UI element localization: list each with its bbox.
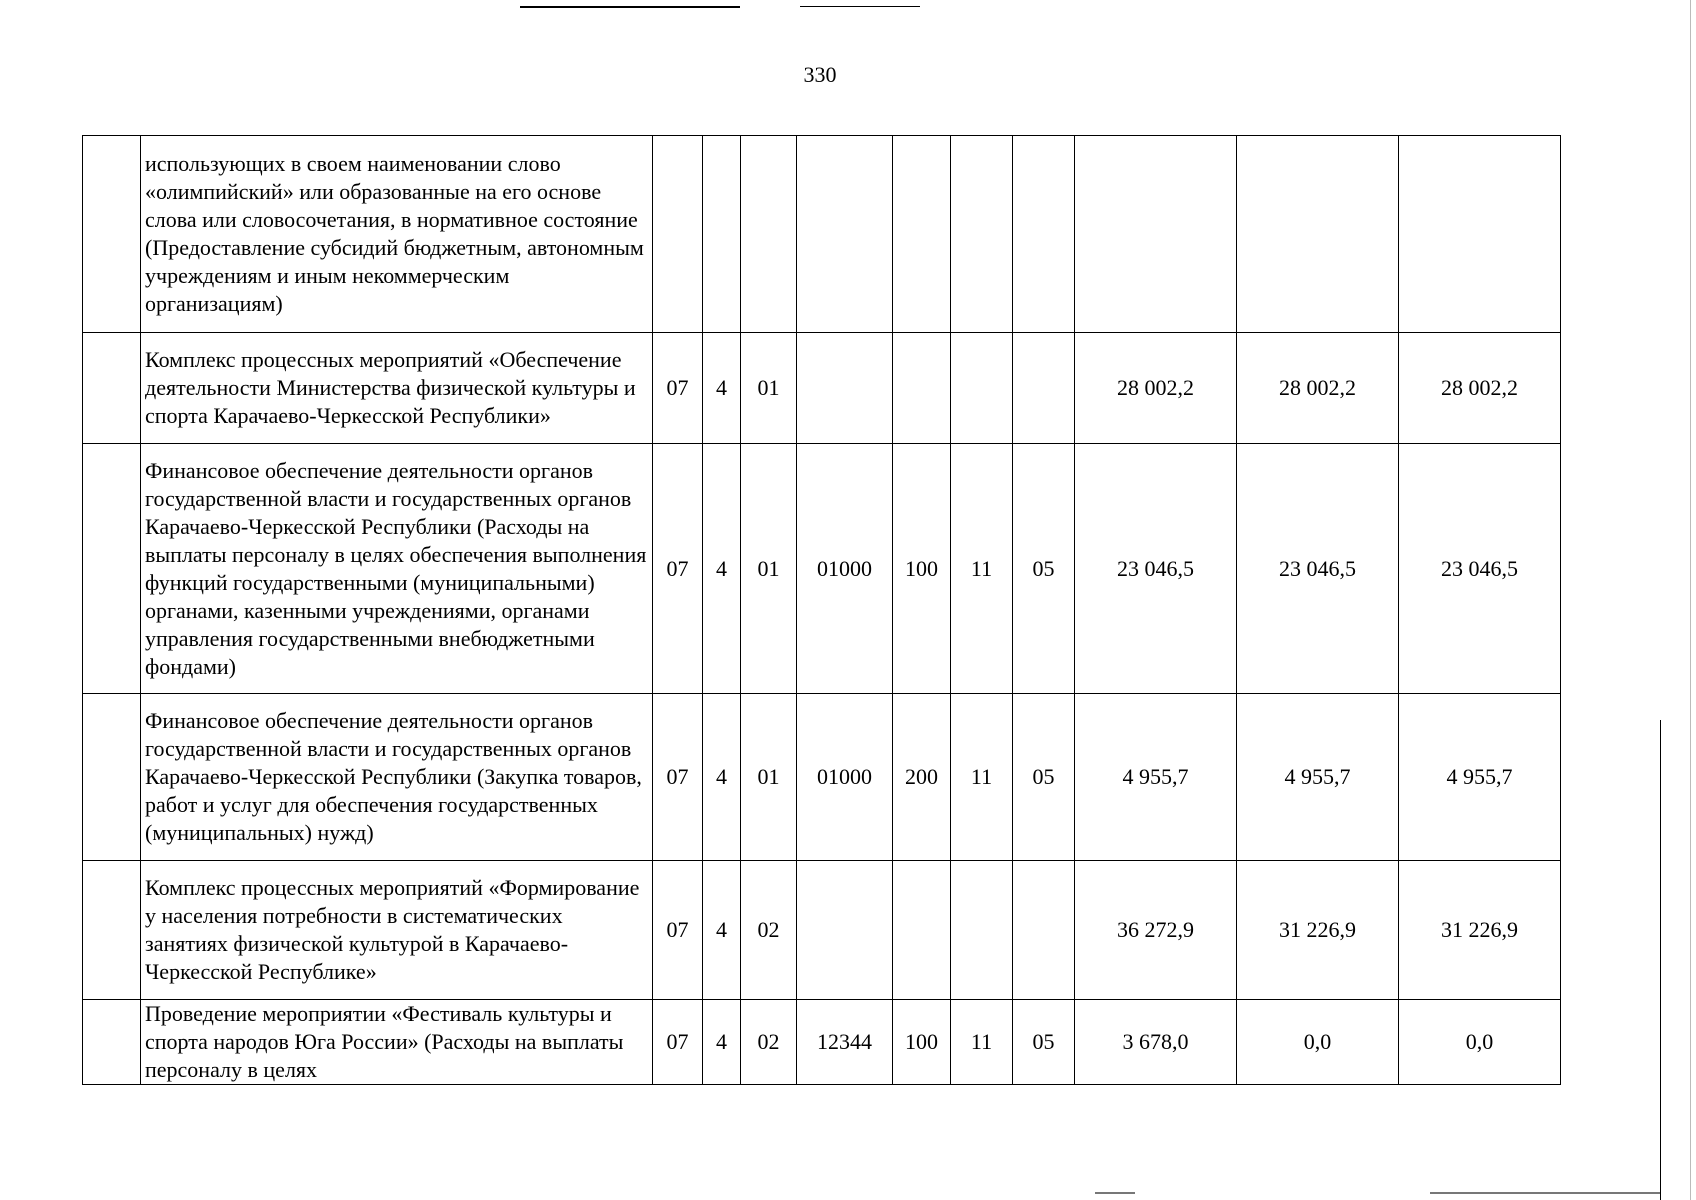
code-section: 07	[653, 861, 703, 1000]
row-number-cell	[83, 1000, 141, 1085]
scan-edge-line	[1095, 1192, 1135, 1194]
amount-year-2	[1237, 136, 1399, 333]
code-expense-type: 100	[893, 1000, 951, 1085]
row-description: Проведение мероприятии «Фестиваль культуры и спорта народов Юга России» (Расходы на выплаты персоналу в целях	[141, 1000, 653, 1085]
code-expense-type	[893, 861, 951, 1000]
code-chapter	[951, 861, 1013, 1000]
row-number-cell	[83, 136, 141, 333]
code-subprogram: 01	[741, 333, 797, 444]
amount-year-3: 0,0	[1399, 1000, 1561, 1085]
code-section	[653, 136, 703, 333]
code-program: 4	[703, 333, 741, 444]
code-subprogram: 02	[741, 1000, 797, 1085]
scan-edge-line	[1660, 720, 1661, 1200]
scan-edge-line	[520, 6, 740, 8]
table-row	[83, 694, 1561, 861]
row-description: Комплекс процессных мероприятий «Обеспечение деятельности Министерства физической культуры и спорта Карачаево-Черкесской Республики»	[141, 333, 653, 444]
table-row	[83, 444, 1561, 694]
code-direction	[797, 333, 893, 444]
row-description: Финансовое обеспечение деятельности органов государственной власти и государственных органов Карачаево-Черкесской Республики (Расходы на выплаты персоналу в целях обеспечения выполнения функций государственными (муниципальными) органами, казенными учреждениями, органами управления государственными внебюджетными фондами)	[141, 444, 653, 694]
amount-year-1: 3 678,0	[1075, 1000, 1237, 1085]
amount-year-1: 4 955,7	[1075, 694, 1237, 861]
code-direction: 01000	[797, 694, 893, 861]
amount-year-2: 23 046,5	[1237, 444, 1399, 694]
code-program	[703, 136, 741, 333]
code-expense-type: 200	[893, 694, 951, 861]
code-program: 4	[703, 444, 741, 694]
amount-year-3	[1399, 136, 1561, 333]
code-chapter: 11	[951, 444, 1013, 694]
code-section: 07	[653, 444, 703, 694]
amount-year-3: 4 955,7	[1399, 694, 1561, 861]
amount-year-1: 23 046,5	[1075, 444, 1237, 694]
code-subchapter: 05	[1013, 444, 1075, 694]
code-program: 4	[703, 694, 741, 861]
code-expense-type	[893, 333, 951, 444]
code-chapter: 11	[951, 694, 1013, 861]
amount-year-2: 4 955,7	[1237, 694, 1399, 861]
code-chapter	[951, 333, 1013, 444]
code-direction	[797, 861, 893, 1000]
code-direction	[797, 136, 893, 333]
row-description: Комплекс процессных мероприятий «Формирование у населения потребности в систематических занятиях физической культурой в Карачаево-Черкесской Республике»	[141, 861, 653, 1000]
amount-year-1: 28 002,2	[1075, 333, 1237, 444]
code-subchapter: 05	[1013, 694, 1075, 861]
amount-year-2: 0,0	[1237, 1000, 1399, 1085]
scan-edge-line	[800, 6, 920, 7]
amount-year-3: 23 046,5	[1399, 444, 1561, 694]
page-number: 330	[803, 62, 837, 87]
code-subprogram: 01	[741, 694, 797, 861]
code-subprogram	[741, 136, 797, 333]
table-row	[83, 333, 1561, 444]
code-subprogram: 02	[741, 861, 797, 1000]
code-section: 07	[653, 333, 703, 444]
table-row	[83, 1000, 1561, 1085]
code-direction: 01000	[797, 444, 893, 694]
table-row	[83, 861, 1561, 1000]
code-direction: 12344	[797, 1000, 893, 1085]
code-section: 07	[653, 1000, 703, 1085]
code-section: 07	[653, 694, 703, 861]
budget-table	[82, 135, 1561, 1085]
row-number-cell	[83, 333, 141, 444]
row-description: Финансовое обеспечение деятельности органов государственной власти и государственных органов Карачаево-Черкесской Республики (Закупка товаров, работ и услуг для обеспечения государственных (муниципальных) нужд)	[141, 694, 653, 861]
row-description: использующих в своем наименовании слово «олимпийский» или образованные на его основе слова или словосочетания, в нормативное состояние (Предоставление субсидий бюджетным, автономным учреждениям и иным некоммерческим организациям)	[141, 136, 653, 333]
code-program: 4	[703, 1000, 741, 1085]
row-number-cell	[83, 444, 141, 694]
code-subchapter: 05	[1013, 1000, 1075, 1085]
scan-edge-line	[1690, 0, 1691, 1200]
amount-year-1	[1075, 136, 1237, 333]
scan-edge-line	[1430, 1192, 1660, 1194]
code-subchapter	[1013, 333, 1075, 444]
amount-year-3: 31 226,9	[1399, 861, 1561, 1000]
code-subchapter	[1013, 136, 1075, 333]
row-number-cell	[83, 694, 141, 861]
code-subchapter	[1013, 861, 1075, 1000]
code-chapter: 11	[951, 1000, 1013, 1085]
row-number-cell	[83, 861, 141, 1000]
code-expense-type: 100	[893, 444, 951, 694]
table-row	[83, 136, 1561, 333]
amount-year-2: 28 002,2	[1237, 333, 1399, 444]
amount-year-2: 31 226,9	[1237, 861, 1399, 1000]
amount-year-3: 28 002,2	[1399, 333, 1561, 444]
code-program: 4	[703, 861, 741, 1000]
code-subprogram: 01	[741, 444, 797, 694]
code-expense-type	[893, 136, 951, 333]
code-chapter	[951, 136, 1013, 333]
amount-year-1: 36 272,9	[1075, 861, 1237, 1000]
